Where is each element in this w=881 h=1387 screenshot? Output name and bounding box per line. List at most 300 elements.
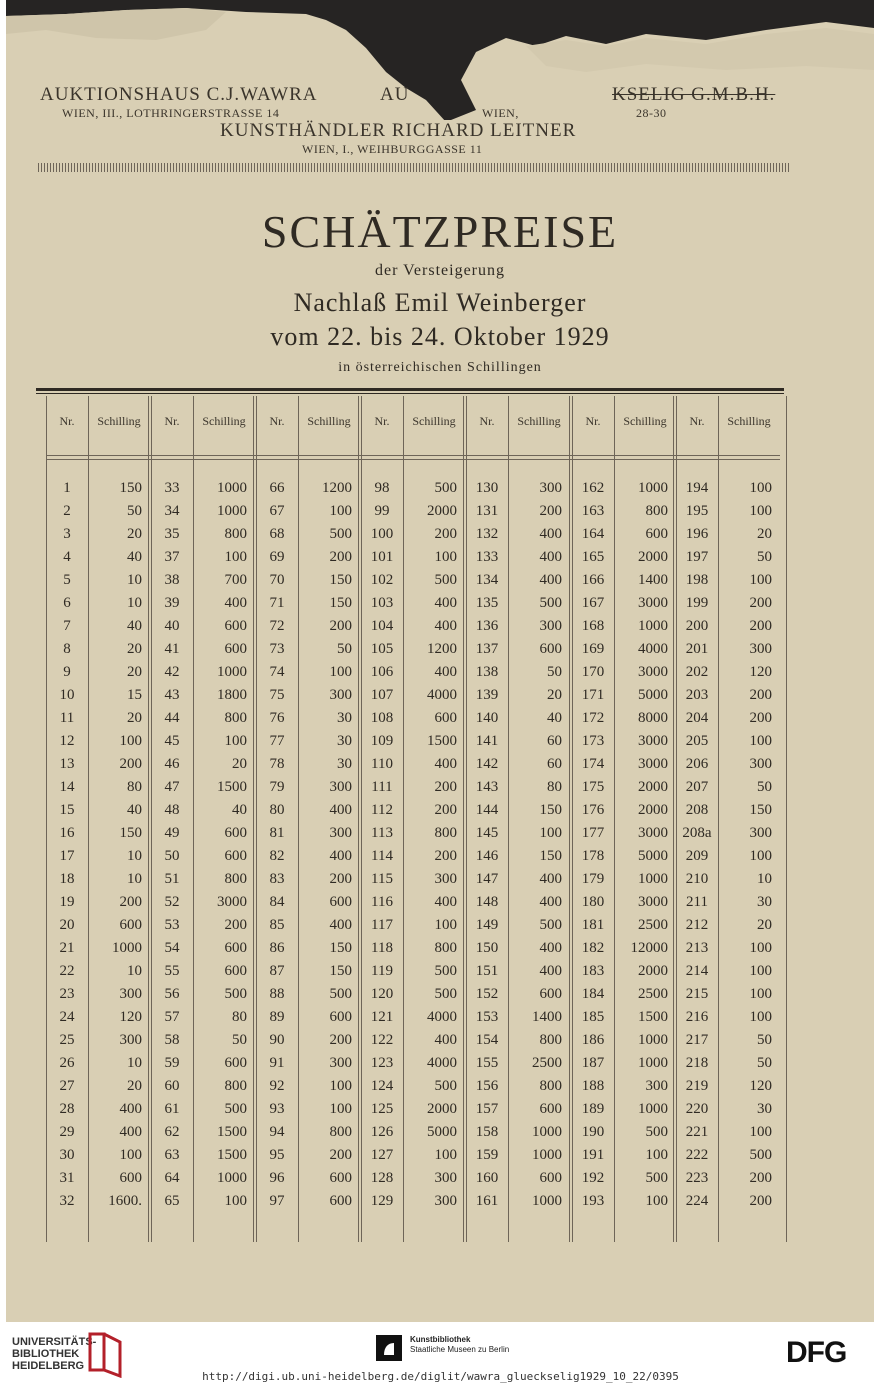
estimate-value: 200 <box>329 618 352 634</box>
header-nr: Nr. <box>689 414 705 428</box>
lot-number: 58 <box>164 1032 180 1048</box>
lot-number: 157 <box>475 1101 499 1117</box>
lot-number: 69 <box>269 549 285 565</box>
lot-number: 186 <box>581 1032 605 1048</box>
estimate-value: 1000 <box>532 1124 562 1140</box>
estimate-value: 100 <box>749 986 772 1002</box>
estimate-value: 600 <box>645 526 668 542</box>
document-page <box>6 0 874 1322</box>
estimate-value: 800 <box>329 1124 352 1140</box>
estimate-value: 400 <box>539 526 562 542</box>
lot-number: 41 <box>164 641 180 657</box>
lot-number: 84 <box>269 894 285 910</box>
estimate-value: 800 <box>434 940 457 956</box>
estimate-value: 2500 <box>638 986 668 1002</box>
estimate-value: 1000 <box>638 1032 668 1048</box>
estimate-value: 50 <box>757 1032 772 1048</box>
estimate-value: 400 <box>119 1101 142 1117</box>
estimate-value: 50 <box>757 779 772 795</box>
estimate-value: 20 <box>127 1078 142 1094</box>
lot-number: 60 <box>164 1078 180 1094</box>
header-rule <box>46 455 780 456</box>
column-divider-double <box>569 396 570 1242</box>
estimate-value: 150 <box>329 595 352 611</box>
estimate-value: 600 <box>329 1193 352 1209</box>
estimate-value: 200 <box>749 710 772 726</box>
lot-number: 21 <box>59 940 75 956</box>
lot-number: 96 <box>269 1170 285 1186</box>
estimate-value: 300 <box>749 641 772 657</box>
estimate-value: 150 <box>329 572 352 588</box>
lot-number: 74 <box>269 664 285 680</box>
estimate-value: 100 <box>749 963 772 979</box>
lot-number: 10 <box>59 687 75 703</box>
lot-number: 6 <box>63 595 71 611</box>
lot-number: 209 <box>685 848 709 864</box>
lot-number: 45 <box>164 733 180 749</box>
estimate-value: 300 <box>749 825 772 841</box>
estimate-value: 100 <box>645 1193 668 1209</box>
header-nr: Nr. <box>269 414 285 428</box>
estimate-value: 600 <box>119 917 142 933</box>
lot-number: 218 <box>685 1055 709 1071</box>
lot-number: 110 <box>371 756 393 772</box>
lot-number: 201 <box>685 641 709 657</box>
estimate-value: 30 <box>757 894 772 910</box>
lot-number: 77 <box>269 733 285 749</box>
estimate-value: 300 <box>119 1032 142 1048</box>
estimate-value: 800 <box>645 503 668 519</box>
estimate-value: 700 <box>224 572 247 588</box>
lot-number: 67 <box>269 503 285 519</box>
lot-number: 198 <box>685 572 709 588</box>
estimate-value: 4000 <box>427 687 457 703</box>
estimate-value: 200 <box>224 917 247 933</box>
estimate-value: 1000 <box>532 1147 562 1163</box>
estimate-value: 500 <box>434 480 457 496</box>
library-line-2: BIBLIOTHEK <box>12 1348 80 1360</box>
estimate-value: 600 <box>224 940 247 956</box>
estimate-value: 300 <box>434 1170 457 1186</box>
estimate-value: 10 <box>127 871 142 887</box>
estimate-value: 100 <box>434 1147 457 1163</box>
estimate-value: 1500 <box>217 779 247 795</box>
lot-number: 5 <box>63 572 71 588</box>
lot-number: 181 <box>581 917 605 933</box>
lot-number: 196 <box>685 526 709 542</box>
estimate-value: 500 <box>434 986 457 1002</box>
estimate-value: 10 <box>757 871 772 887</box>
estimate-value: 200 <box>119 894 142 910</box>
estimate-value: 800 <box>539 1032 562 1048</box>
column-divider-double <box>253 396 254 1242</box>
lot-number: 202 <box>685 664 709 680</box>
lot-number: 200 <box>685 618 709 634</box>
estimate-value: 10 <box>127 595 142 611</box>
estimate-value: 1000 <box>638 480 668 496</box>
estimate-value: 1000 <box>217 664 247 680</box>
lot-number: 25 <box>59 1032 75 1048</box>
auction-house-2-address-tail: 28-30 <box>636 106 667 120</box>
lot-number: 152 <box>475 986 499 1002</box>
lot-number: 85 <box>269 917 285 933</box>
estimate-value: 100 <box>749 848 772 864</box>
lot-number: 163 <box>581 503 605 519</box>
lot-number: 188 <box>581 1078 605 1094</box>
lot-number: 93 <box>269 1101 285 1117</box>
header-nr: Nr. <box>59 414 75 428</box>
estimate-value: 1500 <box>217 1124 247 1140</box>
lot-number: 120 <box>370 986 394 1002</box>
estimate-value: 400 <box>434 756 457 772</box>
estimate-value: 600 <box>329 1170 352 1186</box>
estimate-value: 600 <box>539 986 562 1002</box>
estimate-value: 400 <box>434 1032 457 1048</box>
lot-number: 174 <box>581 756 605 772</box>
lot-number: 49 <box>164 825 180 841</box>
lot-number: 81 <box>269 825 285 841</box>
estimate-value: 3000 <box>638 664 668 680</box>
estimate-value: 800 <box>224 710 247 726</box>
lot-number: 146 <box>475 848 499 864</box>
estimate-value: 1200 <box>427 641 457 657</box>
estimate-value: 400 <box>329 917 352 933</box>
lot-number: 164 <box>581 526 605 542</box>
estimate-value: 50 <box>757 549 772 565</box>
lot-number: 192 <box>581 1170 605 1186</box>
header-schilling: Schilling <box>412 414 456 428</box>
estimate-value: 150 <box>539 848 562 864</box>
estimate-value: 600 <box>224 825 247 841</box>
lot-number: 135 <box>475 595 499 611</box>
estimate-value: 50 <box>127 503 142 519</box>
estimate-value: 2000 <box>427 1101 457 1117</box>
lot-number: 149 <box>475 917 499 933</box>
estimate-value: 100 <box>329 1101 352 1117</box>
lot-number: 62 <box>164 1124 180 1140</box>
lot-number: 15 <box>59 802 75 818</box>
estimate-value: 100 <box>749 572 772 588</box>
estimate-value: 3000 <box>638 825 668 841</box>
lot-number: 139 <box>475 687 499 703</box>
lot-number: 95 <box>269 1147 285 1163</box>
estimate-value: 100 <box>749 1124 772 1140</box>
lot-number: 177 <box>581 825 605 841</box>
estimate-value: 1000 <box>638 1101 668 1117</box>
lot-number: 56 <box>164 986 180 1002</box>
estimate-value: 1500 <box>217 1147 247 1163</box>
lot-number: 166 <box>581 572 605 588</box>
estimate-value: 800 <box>224 1078 247 1094</box>
estimate-value: 1000 <box>217 480 247 496</box>
lot-number: 112 <box>371 802 393 818</box>
estimate-value: 200 <box>329 1032 352 1048</box>
estimate-value: 3000 <box>638 894 668 910</box>
lot-number: 211 <box>686 894 708 910</box>
auction-dates: vom 22. bis 24. Oktober 1929 <box>270 322 610 351</box>
estimate-value: 80 <box>232 1009 247 1025</box>
estimate-value: 100 <box>224 733 247 749</box>
lot-number: 87 <box>269 963 285 979</box>
estimate-value: 800 <box>224 526 247 542</box>
subtitle-auction: der Versteigerung <box>375 262 505 279</box>
estimate-value: 200 <box>434 848 457 864</box>
estimate-value: 400 <box>434 618 457 634</box>
lot-number: 167 <box>581 595 605 611</box>
lot-number: 70 <box>269 572 285 588</box>
lot-number: 158 <box>475 1124 499 1140</box>
lot-number: 184 <box>581 986 605 1002</box>
estimate-value: 300 <box>329 825 352 841</box>
lot-number: 99 <box>374 503 390 519</box>
estimate-value: 3000 <box>638 756 668 772</box>
estimate-value: 1400 <box>532 1009 562 1025</box>
dealer-address: WIEN, I., WEIHBURGGASSE 11 <box>302 142 483 156</box>
estimate-value: 30 <box>337 733 352 749</box>
lot-number: 217 <box>685 1032 709 1048</box>
estimate-value: 100 <box>434 549 457 565</box>
lot-number: 98 <box>374 480 390 496</box>
estimate-value: 400 <box>539 572 562 588</box>
source-url[interactable]: http://digi.ub.uni-heidelberg.de/diglit/wawra_glueckselig1929_10_22/0395 <box>202 1370 679 1383</box>
lot-number: 18 <box>59 871 75 887</box>
lot-number: 162 <box>581 480 605 496</box>
estimate-value: 1800 <box>217 687 247 703</box>
estimate-value: 40 <box>127 549 142 565</box>
lot-number: 151 <box>475 963 499 979</box>
lot-number: 132 <box>475 526 499 542</box>
lot-number: 180 <box>581 894 605 910</box>
lot-number: 203 <box>685 687 709 703</box>
lot-number: 71 <box>269 595 285 611</box>
lot-number: 103 <box>370 595 394 611</box>
estimate-value: 2000 <box>638 549 668 565</box>
lot-number: 141 <box>475 733 499 749</box>
kunstbibliothek-logo-icon <box>376 1335 402 1361</box>
lot-number: 195 <box>685 503 709 519</box>
lot-number: 185 <box>581 1009 605 1025</box>
lot-number: 54 <box>164 940 180 956</box>
estimate-value: 50 <box>757 1055 772 1071</box>
lot-number: 197 <box>685 549 709 565</box>
lot-number: 107 <box>370 687 394 703</box>
lot-number: 134 <box>475 572 499 588</box>
lot-number: 102 <box>370 572 394 588</box>
estimate-value: 100 <box>539 825 562 841</box>
estimate-value: 150 <box>119 825 142 841</box>
estimate-value: 100 <box>749 480 772 496</box>
estimate-value: 120 <box>119 1009 142 1025</box>
lot-number: 187 <box>581 1055 605 1071</box>
header-nr: Nr. <box>585 414 601 428</box>
lot-number: 194 <box>685 480 709 496</box>
estimate-value: 2000 <box>638 963 668 979</box>
estimate-value: 50 <box>337 641 352 657</box>
header-nr: Nr. <box>374 414 390 428</box>
lot-number: 50 <box>164 848 180 864</box>
estimate-value: 20 <box>127 664 142 680</box>
lot-number: 76 <box>269 710 285 726</box>
lot-number: 148 <box>475 894 499 910</box>
lot-number: 207 <box>685 779 709 795</box>
estimate-value: 500 <box>224 986 247 1002</box>
header-schilling: Schilling <box>623 414 667 428</box>
lot-number: 182 <box>581 940 605 956</box>
estimate-value: 600 <box>329 1009 352 1025</box>
estimate-value: 100 <box>645 1147 668 1163</box>
estimate-value: 100 <box>434 917 457 933</box>
estimate-value: 400 <box>434 664 457 680</box>
estimate-value: 80 <box>127 779 142 795</box>
estimate-value: 600 <box>224 618 247 634</box>
header-schilling: Schilling <box>97 414 141 428</box>
lot-number: 204 <box>685 710 709 726</box>
lot-number: 172 <box>581 710 605 726</box>
auction-house-2-fragment: AU <box>380 84 410 105</box>
estimate-value: 400 <box>539 894 562 910</box>
lot-number: 115 <box>371 871 393 887</box>
auction-house-2-address-fragment: WIEN, <box>482 106 519 120</box>
lot-number: 2 <box>63 503 71 519</box>
estimate-value: 1200 <box>322 480 352 496</box>
lot-number: 38 <box>164 572 180 588</box>
lot-number: 108 <box>370 710 394 726</box>
estimate-value: 1000 <box>217 503 247 519</box>
document-title: SCHÄTZPREISE <box>261 206 619 257</box>
lot-number: 44 <box>164 710 180 726</box>
estimate-value: 100 <box>119 1147 142 1163</box>
estimate-value: 100 <box>749 503 772 519</box>
lot-number: 52 <box>164 894 180 910</box>
estimate-value: 200 <box>329 1147 352 1163</box>
lot-number: 66 <box>269 480 285 496</box>
lot-number: 82 <box>269 848 285 864</box>
lot-number: 43 <box>164 687 180 703</box>
estimate-value: 1500 <box>638 1009 668 1025</box>
estimate-value: 15 <box>127 687 142 703</box>
header-schilling: Schilling <box>307 414 351 428</box>
estimate-value: 200 <box>329 549 352 565</box>
estimate-value: 100 <box>329 503 352 519</box>
estimate-value: 12000 <box>630 940 668 956</box>
lot-number: 122 <box>370 1032 394 1048</box>
lot-number: 124 <box>370 1078 394 1094</box>
estimate-value: 400 <box>434 894 457 910</box>
lot-number: 205 <box>685 733 709 749</box>
lot-number: 101 <box>370 549 394 565</box>
estimate-value: 8000 <box>638 710 668 726</box>
lot-number: 106 <box>370 664 394 680</box>
lot-number: 220 <box>685 1101 709 1117</box>
column-divider-double <box>148 396 149 1242</box>
lot-number: 46 <box>164 756 180 772</box>
lot-number: 138 <box>475 664 499 680</box>
estimate-value: 500 <box>434 963 457 979</box>
lot-number: 170 <box>581 664 605 680</box>
estimate-value: 600 <box>329 894 352 910</box>
lot-number: 140 <box>475 710 499 726</box>
lot-number: 147 <box>475 871 499 887</box>
lot-number: 12 <box>59 733 75 749</box>
estimate-value: 4000 <box>638 641 668 657</box>
header-nr: Nr. <box>479 414 495 428</box>
estimate-value: 400 <box>434 595 457 611</box>
lot-number: 208 <box>685 802 709 818</box>
estimate-value: 1400 <box>638 572 668 588</box>
estimate-value: 2000 <box>638 779 668 795</box>
dfg-logo: DFG <box>786 1336 847 1369</box>
estimate-value: 500 <box>645 1124 668 1140</box>
estimate-value: 500 <box>434 1078 457 1094</box>
estimate-value: 1600. <box>108 1193 142 1209</box>
lot-number: 175 <box>581 779 605 795</box>
lot-number: 171 <box>581 687 605 703</box>
estimate-value: 5000 <box>638 848 668 864</box>
lot-number: 7 <box>63 618 71 634</box>
estimate-value: 200 <box>539 503 562 519</box>
header-schilling: Schilling <box>202 414 246 428</box>
estimate-value: 30 <box>757 1101 772 1117</box>
lot-number: 214 <box>685 963 709 979</box>
estimate-value: 50 <box>547 664 562 680</box>
estimate-value: 20 <box>757 917 772 933</box>
lot-number: 64 <box>164 1170 180 1186</box>
lot-number: 105 <box>370 641 394 657</box>
lot-number: 48 <box>164 802 180 818</box>
estimate-value: 20 <box>127 641 142 657</box>
estimate-value: 200 <box>749 1193 772 1209</box>
library-line-1: UNIVERSITÄTS- <box>12 1336 97 1348</box>
estimate-value: 150 <box>119 480 142 496</box>
header-nr: Nr. <box>164 414 180 428</box>
kb-name: Kunstbibliothek <box>410 1335 471 1344</box>
lot-number: 117 <box>371 917 393 933</box>
estimate-value: 1000 <box>638 1055 668 1071</box>
estimate-value: 200 <box>434 526 457 542</box>
lot-number: 222 <box>685 1147 709 1163</box>
estimate-value: 500 <box>539 917 562 933</box>
lot-number: 22 <box>59 963 75 979</box>
lot-number: 89 <box>269 1009 285 1025</box>
estimate-value: 300 <box>434 871 457 887</box>
lot-number: 213 <box>685 940 709 956</box>
lot-number: 109 <box>370 733 394 749</box>
estimate-value: 100 <box>119 733 142 749</box>
estimate-value: 400 <box>329 802 352 818</box>
lot-number: 92 <box>269 1078 285 1094</box>
estimate-value: 600 <box>434 710 457 726</box>
lot-number: 23 <box>59 986 75 1002</box>
lot-number: 79 <box>269 779 285 795</box>
estimate-value: 200 <box>749 1170 772 1186</box>
estimate-value: 80 <box>547 779 562 795</box>
estimate-value: 150 <box>539 802 562 818</box>
lot-number: 130 <box>475 480 499 496</box>
estimate-value: 300 <box>434 1193 457 1209</box>
lot-number: 111 <box>371 779 393 795</box>
kb-subtitle: Staatliche Museen zu Berlin <box>410 1345 510 1354</box>
lot-number: 125 <box>370 1101 394 1117</box>
estimate-value: 300 <box>329 1055 352 1071</box>
estimate-value: 600 <box>224 963 247 979</box>
estimate-value: 500 <box>539 595 562 611</box>
column-divider-double <box>358 396 359 1242</box>
lot-number: 189 <box>581 1101 605 1117</box>
lot-number: 190 <box>581 1124 605 1140</box>
header-schilling: Schilling <box>727 414 771 428</box>
lot-number: 210 <box>685 871 709 887</box>
lot-number: 123 <box>370 1055 394 1071</box>
